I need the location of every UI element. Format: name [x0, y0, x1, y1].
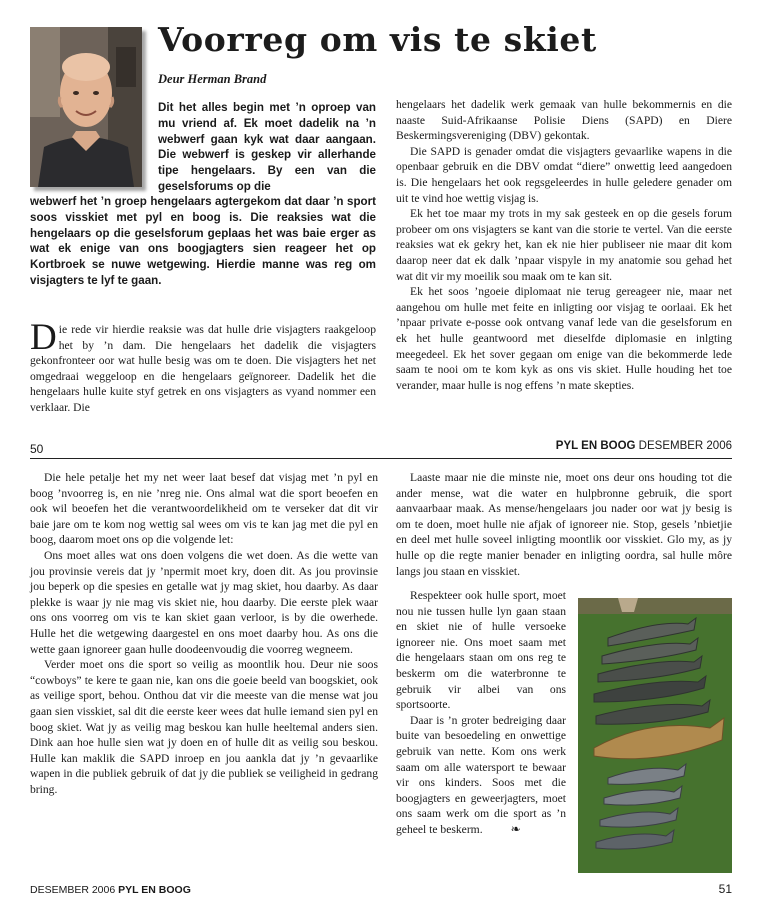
arrowhead-icon: ❧: [510, 821, 521, 836]
lead-text: ie rede vir hierdie reaksie was dat hulle drie visjagters raakgeloop het by ’n dam. Die hengelaars het dadelik die visjagters gekonfronteer oor wat hulle besig was om te doen. Die visjagters het net omgedraai weggeloop en die hengelaars geïgnoreer. Dadelik het die hengelaars hulle kuite styf getrek en ons visjagters as vyand nommer een verklaar. Die: [30, 323, 376, 414]
column-bottom-left: [30, 470, 378, 797]
issue-date: DESEMBER 2006: [30, 884, 116, 896]
paragraph: Ons moet alles wat ons doen volgens die wet doen. As die wette van jou provinsie vereis dat jy ’npermit moet kry, doen dit. As jou provinsie jou beperk op die spesies en getalle wat jy mag skiet, hou daarby. As daar plekke is waar jy nie mag vis skiet nie, hou daarby. Die eerste plek waar ons ons voorreg om vis te kan skiet gaan verloor, is by die owerhede. Hulle het die wetgewing daargestel en ons moet daarby hou. As ons die wette gaan ignoreer gaan hulle doodeenvoudig die voorreg wegneem.: [30, 548, 378, 656]
paragraph: Die hele petalje het my net weer laat besef dat visjag met ’n pyl en boog ’nvoorreg is, en nie ’nreg nie. Ons almal wat die sport beoefen en ook wil beoefen het die verantwoordelikheid om te verseker dat dit vir baie jare om te kom nog wettig sal wees om vis te kan jag met die pyl en boog, daarom moet ons op die volgende let:: [30, 471, 378, 547]
page-number-left: 50: [30, 442, 44, 456]
article-title: Voorreg om vis te skiet: [158, 20, 597, 59]
intro-text-full: webwerf het ’n groep hengelaars agtergekom dat daar ’n sport soos visskiet met pyl en boog is. Die reaksies wat die hengelaars op die geselsforum geplaas het was baie erger as wat ek enige van ons boogjagters sien reageer het op Kortbroek se nuwe wetgewing. Hierdie manne was reg om visjagters te lyf te gaan.: [30, 195, 376, 287]
drop-cap: D: [30, 317, 57, 358]
page-number-right: 51: [718, 882, 732, 896]
page-divider: [30, 458, 732, 459]
paragraph: Verder moet ons die sport so veilig as moontlik hou. Deur nie soos “cowboys” te kere te gaan nie, kan ons die goeie beeld van boogskiet, ook as veilige sport, behou. Onthou dat vir die meeste van die mense wat jou gaan sien visskiet, sal dit die eerste keer wees dat hulle iemand sien pyl en boog skiet. Wat jy as veilig mag beskou kan hulle heeltemal anders sien. Dink aan hoe hulle sien wat jy doen en of hulle dit as veilig sou beskou. Hulle kan maklik die SAPD inroep en jou aankla dat jy ’n gevaarlike wapen in die publiek gebruik of dat jy die publiek se veiligheid in gedrang bring.: [30, 658, 378, 796]
byline: Deur Herman Brand: [158, 72, 267, 86]
issue-date: DESEMBER 2006: [638, 440, 732, 452]
lead-paragraph: [30, 317, 376, 416]
paragraph: Die SAPD is genader omdat die visjagters gevaarlike wapens in die openbaar gebruik en die DBV omdat “diere” onwettig leed aangedoen is. Die hengelaars het ook regsgeleerdes in hulle geledere genader om uit te vind hoe wettig visjag is.: [396, 144, 732, 205]
paragraph: Daar is ’n groter bedreiging daar buite van besoedeling en onwettige gebruik van nette. Kom ons werk saam om alle watersport te bewaar vir ons kinders. Soos met die boogjagters en geweerjagters, moet ons saam werk om die sport as ’n geheel te beskerm. ❧: [396, 713, 566, 836]
magazine-name: PYL EN BOOG: [118, 884, 191, 896]
running-header: [556, 440, 732, 452]
intro-text-right: Dit het alles begin met ’n oproep van mu vriend af. Ek moet dadelik na ’n webwerf gaan kyk wat daar aangaan. Die webwerf is geskep vir allerhande tipe hengelaars. By een van die geselsforums op die: [158, 101, 376, 193]
column-bottom-right: [396, 470, 732, 579]
paragraph: Laaste maar nie die minste nie, moet ons deur ons houding tot die ander mense, wat die water en hulpbronne gebruik, die sport aanvaarbaar maak. As mense/hengelaars jou nader oor wat jy besig is om te doen, moet hulle nie afjak of ignoreer nie. Stop, gesels ’nbietjie en deel met hulle soveel inligting moontlik oor visskiet. Glo my, as jy hulle op die regte manier benader en inligting oordra, sal hulle môre langs jou staan en visskiet.: [396, 471, 732, 578]
magazine-name: PYL EN BOOG: [555, 440, 636, 452]
paragraph: Ek het soos ’ngoeie diplomaat nie terug gereageer nie, maar net aangehou om hulle met feite en inligting oor visjag te oorlaai. Ek het ’npaar private e-posse ook ontvang vanaf lede van die geselsforum en ek het hulle geantwoord met dieselfde diplomasie en inlgting meegedeel. Ek het sover gegaan om enige van die bekommerde lede saam te nooi om te kom kyk as ons vis skiet. Hulle houding het toe verander, maar hulle is nog effens ’n mate skepties.: [396, 285, 732, 392]
column-top-right: [396, 97, 732, 393]
author-photo: [30, 27, 142, 187]
footer-left: [30, 884, 191, 896]
paragraph: Ek het toe maar my trots in my sak gesteek en op die gesels forum probeer om ons visjagters se kant van die storie te vertel. Van die eerste reaksies wat ek gekry het, kan ek nie hier publiseer nie maar dit kom daarop neer dat ek dalk ’npaar vispyle in my anatomie sou gehad het wat dit vir my moeilik sou maak om te kan sit.: [396, 207, 732, 283]
paragraph: Respekteer ook hulle sport, moet nou nie tussen hulle lyn gaan staan en skiet nie of hulle versoeke ignoreer nie. Ons moet saam met die hengelaars staan om ons reg te beskerm om die waterbronne te gebruik vir albei van ons sportsoorte.: [396, 589, 566, 712]
column-bottom-right-narrow: [396, 588, 566, 838]
paragraph: hengelaars het dadelik werk gemaak van hulle bekommernis en die naaste Suid-Afrikaanse Polisie Diens (SAPD) en Diere Beskermingsvereniging (DBV) gekontak.: [396, 98, 732, 143]
fish-catch-photo: [578, 598, 732, 873]
